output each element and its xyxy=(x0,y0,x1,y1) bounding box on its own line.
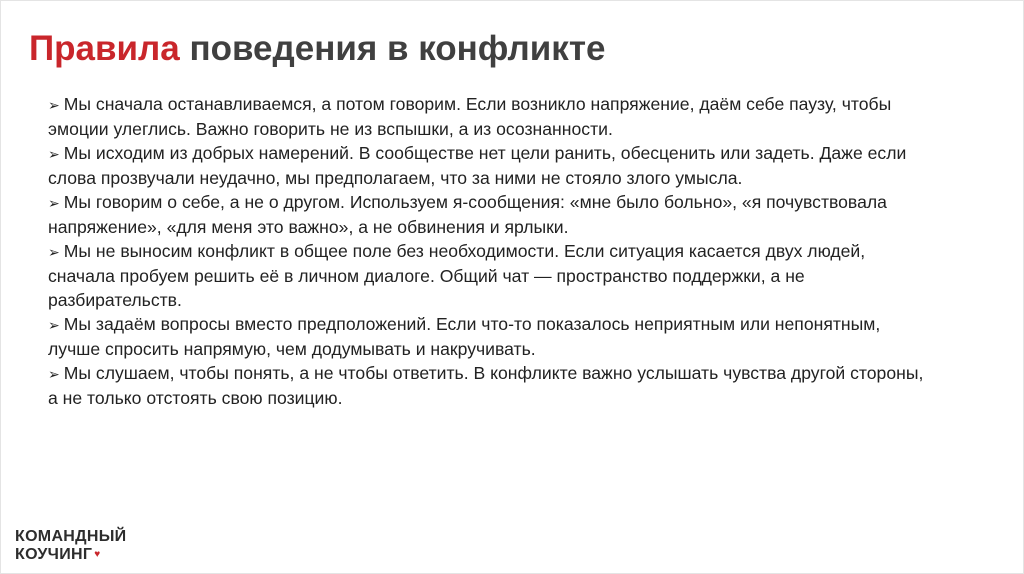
rule-item xyxy=(48,92,928,141)
rule-text: Мы исходим из добрых намерений. В сообществе нет цели ранить, обесценить или задеть. Даже если слова прозвучали неудачно, мы предполагаем, что за ними не стояло злого умысла. xyxy=(48,143,907,188)
title-accent-word: Правила xyxy=(29,29,180,68)
logo-line-2-wrap xyxy=(15,546,126,564)
rule-text: Мы слушаем, чтобы понять, а не чтобы ответить. В конфликте важно услышать чувства другой стороны, а не только отстоять свою позицию. xyxy=(48,363,924,408)
rules-list xyxy=(48,92,928,410)
rule-text: Мы не выносим конфликт в общее поле без необходимости. Если ситуация касается двух людей, сначала пробуем решить её в личном диалоге. Общий чат — пространство поддержки, а не разбирательств. xyxy=(48,241,866,310)
rule-text: Мы говорим о себе, а не о другом. Используем я-сообщения: «мне было больно», «я почувствовала напряжение», «для меня это важно», а не обвинения и ярлыки. xyxy=(48,192,887,237)
heart-icon: ♥ xyxy=(94,549,101,560)
rule-item xyxy=(48,190,928,239)
logo-line-2: КОУЧИНГ xyxy=(15,546,93,563)
arrow-bullet-icon: ➢ xyxy=(48,366,60,382)
arrow-bullet-icon: ➢ xyxy=(48,317,60,333)
rule-item xyxy=(48,239,928,312)
rule-item xyxy=(48,312,928,361)
rule-item xyxy=(48,361,928,410)
rule-item xyxy=(48,141,928,190)
arrow-bullet-icon: ➢ xyxy=(48,97,60,113)
company-logo xyxy=(15,528,126,564)
rule-text: Мы сначала останавливаемся, а потом говорим. Если возникло напряжение, даём себе паузу, чтобы эмоции улеглись. Важно говорить не из вспышки, а из осознанности. xyxy=(48,94,892,139)
arrow-bullet-icon: ➢ xyxy=(48,195,60,211)
slide-title xyxy=(29,23,605,75)
arrow-bullet-icon: ➢ xyxy=(48,146,60,162)
rule-text: Мы задаём вопросы вместо предположений. Если что-то показалось неприятным или непонятным, лучше спросить напрямую, чем додумывать и накручивать. xyxy=(48,314,881,359)
arrow-bullet-icon: ➢ xyxy=(48,244,60,260)
logo-line-1: КОМАНДНЫЙ xyxy=(15,528,127,545)
title-rest: поведения в конфликте xyxy=(189,29,606,68)
